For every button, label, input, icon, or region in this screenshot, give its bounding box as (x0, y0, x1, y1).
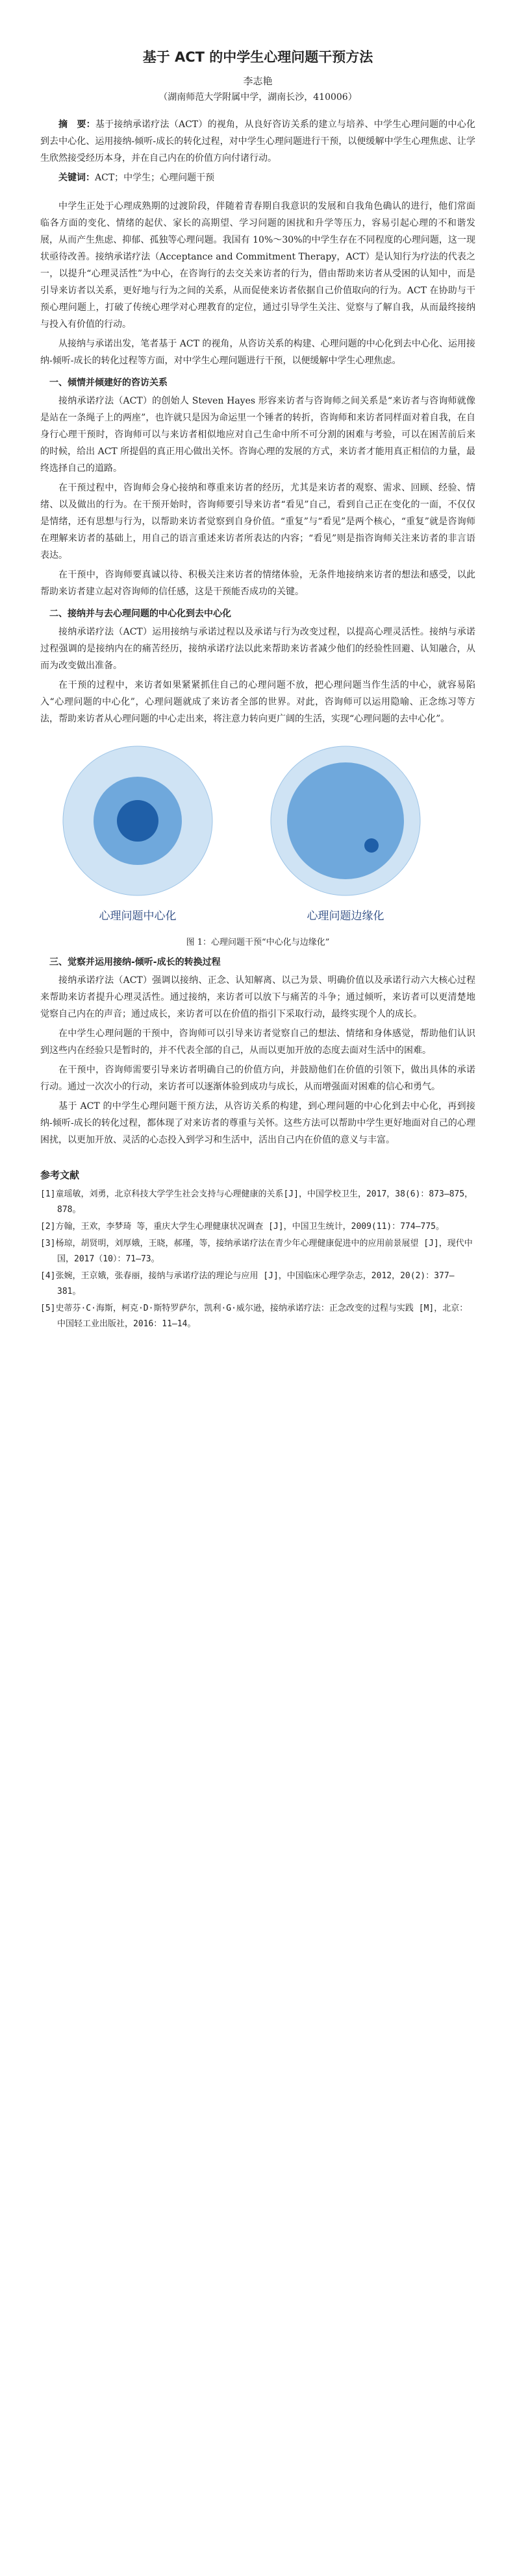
reference-item: [1]童瑶敏，刘勇，北京科技大学学生社会支持与心理健康的关系[J]，中国学校卫生，2017，38(6)：873—875，878。 (40, 1189, 473, 1215)
intro-paragraph: 中学生正处于心理成熟期的过渡阶段，伴随着青春期自我意识的发展和自我角色确认的进行，他们常面临各方面的变化、情绪的起伏、家长的高期望、学习问题的困扰和升学等压力，容易引起心理的不和谐发展，从而产生焦虑、抑郁、孤独等心理问题。我国有 10%～30%的中学生存在不同程度的心理问题，这一现状亟待改善。接纳承诺疗法（Acceptance and Commitment Therapy，ACT）是认知行为疗法的代表之一，以提升“心理灵活性”为中心，在咨询行的去交关来访者的行为，借由帮助来访者从受困的认知中，而是引导来访者以关系，更好地与行为之间的关系，从而促使来访者依据自己价值取向的行为。ACT 在协助与干预心理问题上，打破了传统心理学对心理教育的定位，通过引导学生关注、觉察与了解自我，从而最终接纳与投入有价值的行动。 (40, 201, 475, 330)
keywords-label: 关键词： (58, 173, 95, 183)
body-paragraph: 在干预中，咨询师要真诚以待、积极关注来访者的情绪体验，无条件地接纳来访者的想法和感受，以此帮助来访者建立起对咨询师的信任感，这是干预能否成功的关键。 (40, 570, 475, 597)
references-title: 参考文献 (40, 1169, 80, 1181)
abstract-text: 基于接纳承诺疗法（ACT）的视角，从良好咨访关系的建立与培养、中学生心理问题的中心化到去中心化、运用接纳-倾听-成长的转化过程，对中学生心理问题进行干预，以便缓解中学生心理焦虑、让学生欣然接受经历本身，并在自己内在的价值方向付诸行动。 (40, 119, 475, 164)
reference-item: [5]史蒂芬·C·海斯，柯克·D·斯特罗萨尔，凯利·G·威尔逊，接纳承诺疗法：正念改变的过程与实践 [M]，北京：中国轻工业出版社，2016：11—14。 (40, 1304, 468, 1329)
keywords (40, 169, 475, 186)
figure-diagram (40, 736, 475, 931)
abstract (40, 116, 475, 167)
paper-title: 基于 ACT 的中学生心理问题干预方法 (142, 49, 373, 65)
figure-label-left: 心理问题中心化 (99, 910, 177, 923)
intro-paragraph: 从接纳与承诺出发，笔者基于 ACT 的视角，从咨访关系的构建、心理问题的中心化到去中心化、运用接纳-倾听-成长的转化过程等方面，对中学生心理问题进行干预，以便缓解中学生心理焦虑。 (40, 339, 475, 366)
figure-centralization (40, 736, 475, 931)
reference-item: [2]方翰，王欢，李梦琦 等，重庆大学生心理健康状况调查 [J]，中国卫生统计，2009(11)：774—775。 (40, 1222, 445, 1232)
reference-item: [4]张婉，王京娥，张春丽，接纳与承诺疗法的理论与应用 [J]，中国临床心理学杂志，2012，20(2)：377—381。 (40, 1271, 455, 1296)
right-mid-circle (287, 762, 404, 879)
paper-page (40, 47, 475, 1333)
left-inner-circle (117, 800, 158, 842)
body-paragraph: 在干预中，咨询师需要引导来访者明确自己的价值方向，并鼓励他们在价值的引领下，做出具体的承诺行动。通过一次次小的行动，来访者可以逐渐体验到成功与成长，从而增强面对困难的信心和勇气。 (40, 1065, 475, 1092)
figure-label-right: 心理问题边缘化 (307, 910, 384, 923)
body-paragraph: 接纳承诺疗法（ACT）的创始人 Steven Hayes 形容来访者与咨询师之间关系是“来访者与咨询师就像是站在一条绳子上的两座”，也许就只是因为命运里一个锤者的转折，咨询师和来访者同样面对着自我，在自身行心理干预时，咨询师可以与来访者相似地应对自己生命中所不可分割的困难与考验，可以在困苦前后来的时候，给出 ACT 所提倡的真正用心做出关怀。咨询心理的发展的方式，来访者才能用真正相信的力量，最终选择自己的道路。 (40, 396, 475, 474)
figure-caption: 图 1：心理问题干预“中心化与边缘化” (186, 938, 330, 947)
conclusion-paragraph: 基于 ACT 的中学生心理问题干预方法，从咨访关系的构建，到心理问题的中心化到去中心化，再到接纳-倾听-成长的转化过程，都体现了对来访者的尊重与关怀。这些方法可以帮助中学生更好地面对自己的心理困扰，以更加开放、灵活的心态投入到学习和生活中，活出自己内在价值的意义与丰富。 (40, 1101, 475, 1145)
right-inner-circle (364, 838, 379, 853)
reference-item: [3]杨琼，胡贤明，刘厚娥，王晓，郝瑾，等，接纳承诺疗法在青少年心理健康促进中的应用前景展望 [J]，现代中国，2017（10）：71—73。 (40, 1239, 473, 1264)
body-paragraph: 接纳承诺疗法（ACT）强调以接纳、正念、认知解离、以己为景、明确价值以及承诺行动六大核心过程来帮助来访者提升心理灵活性。通过接纳，来访者可以放下与痛苦的斗争；通过倾听，来访者可以更清楚地觉察自己内在的声音；通过成长，来访者可以在价值的指引下采取行动，最终实现个人的成长。 (40, 975, 475, 1019)
section-heading: 一、倾情并倾建好的咨访关系 (49, 378, 168, 388)
body-paragraph: 接纳承诺疗法（ACT）运用接纳与承诺过程以及承诺与行为改变过程，以提高心理灵活性。接纳与承诺过程强调的是接纳内在的痛苦经历，接纳承诺疗法以此来帮助来访者减少他们的经验性回避、认知融合，从而为改变做出准备。 (40, 627, 475, 671)
body-paragraph: 在干预过程中，咨询师会身心接纳和尊重来访者的经历，尤其是来访者的观察、需求、回顾、经验、情绪、以及做出的行为。在干预开始时，咨询师要引导来访者“看见”自己，看到自己正在变化的一面，不仅仅是情绪，还有思想与行为，以帮助来访者觉察到自身价值。“重复”与“看见”是两个核心，“重复”就是咨询师在理解来访者的基础上，用自己的语言重述来访者所表达的内容；“看见”则是指咨询师关注来访者的非言语表达。 (40, 483, 475, 561)
author-affiliation: （湖南师范大学附属中学，湖南长沙，410006） (158, 92, 357, 103)
keywords-text: ACT；中学生；心理问题干预 (95, 173, 215, 183)
author-name: 李志艳 (243, 75, 273, 87)
section-heading: 三、觉察并运用接纳-倾听-成长的转换过程 (49, 957, 221, 967)
section-heading: 二、接纳并与去心理问题的中心化到去中心化 (49, 609, 231, 619)
body-paragraph: 在中学生心理问题的干预中，咨询师可以引导来访者觉察自己的想法、情绪和身体感觉，帮助他们认识到这些内在经验只是暂时的，并不代表全部的自己，从而以更加开放的态度去面对生活中的困难。 (40, 1028, 475, 1056)
abstract-label: 摘 要： (58, 119, 95, 130)
body-paragraph: 在干预的过程中，来访者如果紧紧抓住自己的心理问题不放，把心理问题当作生活的中心，就容易陷入“心理问题的中心化”，心理问题就成了来访者全部的世界。对此，咨询师可以运用隐喻、正念练习等方法，帮助来访者从心理问题的中心走出来，将注意力转向更广阔的生活，实现“心理问题的去中心化”。 (40, 680, 475, 724)
